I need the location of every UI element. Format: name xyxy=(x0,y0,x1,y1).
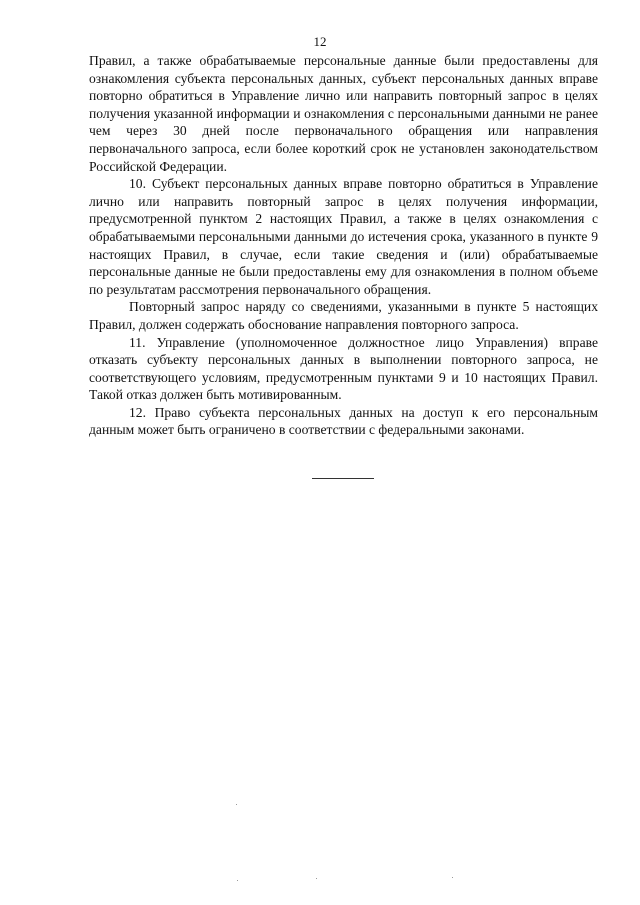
scan-speck xyxy=(452,877,453,878)
paragraph-item-10: 10. Субъект персональных данных вправе повторно обратиться в Управление лично или направить повторный запрос в целях получения информации, предусмотренной пунктом 2 настоящих Правил, а также в целях ознакомления с обрабатываемыми персональными данными до истечения срока, указанного в пункте 9 настоящих Правил, в случае, если такие сведения и (или) обрабатываемые персональные данные не были предоставлены ему для ознакомления в полном объеме по результатам рассмотрения первоначального обращения. xyxy=(89,176,598,297)
scan-speck xyxy=(316,878,317,879)
document-body xyxy=(89,52,598,439)
end-of-text-rule xyxy=(312,478,374,479)
paragraph-item-12: 12. Право субъекта персональных данных на доступ к его персональным данным может быть ограничено в соответствии с федеральными законами. xyxy=(89,404,598,438)
scan-speck xyxy=(236,804,237,805)
paragraph-continuation: Правил, а также обрабатываемые персональные данные были предоставлены для ознакомления субъекта персональных данных, субъект персональных данных вправе повторно обратиться в Управление лично или направить повторный запрос в целях получения указанной информации и ознакомления с персональными данными не ранее чем через 30 дней после первоначального обращения или направления первоначального запроса, если более короткий срок не установлен законодательством Российской Федерации. xyxy=(89,53,598,174)
paragraph-repeat-request: Повторный запрос наряду со сведениями, указанными в пункте 5 настоящих Правил, должен содержать обоснование направления повторного запроса. xyxy=(89,299,598,332)
scan-speck xyxy=(237,880,238,881)
page-number: 12 xyxy=(313,34,327,49)
paragraph-item-11: 11. Управление (уполномоченное должностное лицо Управления) вправе отказать субъекту персональных данных в выполнении повторного запроса, не соответствующего условиям, предусмотренным пунктами 9 и 10 настоящих Правил. Такой отказ должен быть мотивированным. xyxy=(89,334,598,403)
